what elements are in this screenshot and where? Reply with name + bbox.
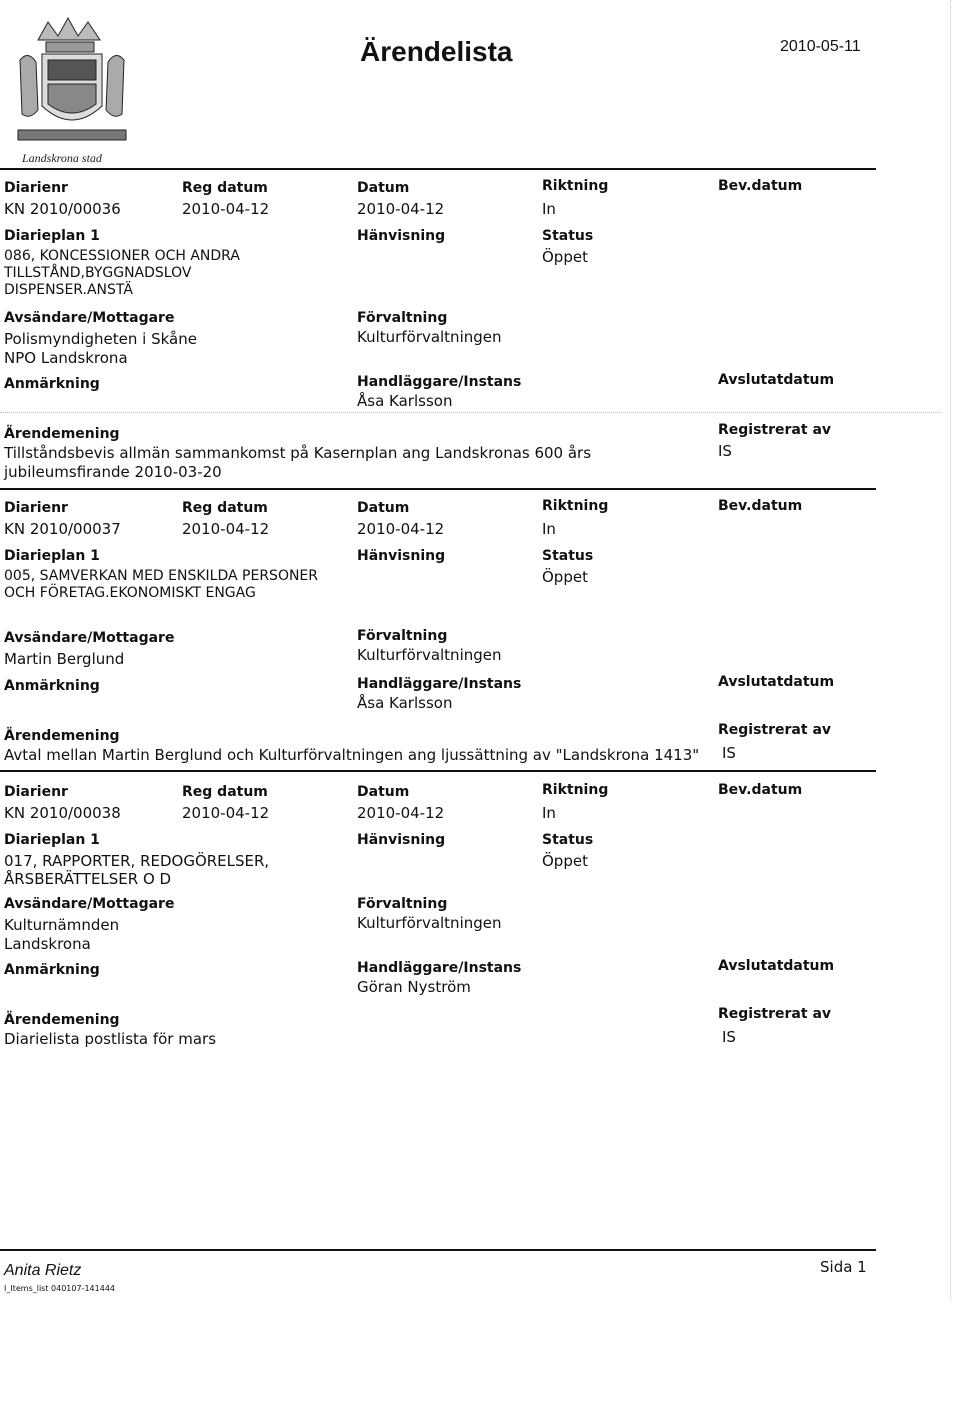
reg-datum-label: Reg datum [182, 500, 268, 516]
hanvisning-label: Hänvisning [357, 548, 446, 564]
anmarkning-label: Anmärkning [4, 678, 100, 694]
reg-datum-value: 2010-04-12 [182, 520, 270, 538]
handlaggare-label: Handläggare/Instans [357, 676, 522, 692]
record-2 [0, 498, 960, 788]
riktning-label: Riktning [542, 178, 609, 194]
registrerat-av-label: Registrerat av [718, 722, 832, 738]
avsandare-label: Avsändare/Mottagare [4, 896, 175, 912]
diarienr-value: KN 2010/00037 [4, 520, 121, 538]
reg-datum-label: Reg datum [182, 784, 268, 800]
diarieplan-value: 086, KONCESSIONER OCH ANDRA TILLSTÅND,BYGGNADSLOV DISPENSER.ANSTÄ [4, 248, 240, 298]
avsandare-value: Kulturnämnden Landskrona [4, 916, 120, 953]
forvaltning-value: Kulturförvaltningen [357, 646, 502, 664]
registrerat-av-value: IS [722, 744, 736, 762]
forvaltning-label: Förvaltning [357, 310, 448, 326]
riktning-label: Riktning [542, 782, 609, 798]
handlaggare-value: Åsa Karlsson [357, 694, 453, 712]
hanvisning-label: Hänvisning [357, 228, 446, 244]
registrerat-av-value: IS [718, 442, 732, 460]
datum-label: Datum [357, 500, 410, 516]
handlaggare-label: Handläggare/Instans [357, 960, 522, 976]
riktning-value: In [542, 200, 556, 218]
anmarkning-label: Anmärkning [4, 376, 100, 392]
footer-author: Anita Rietz [4, 1262, 82, 1279]
status-label: Status [542, 228, 594, 244]
footer-report-code: I_Items_list 040107-141444 [4, 1284, 115, 1293]
record-divider [0, 488, 876, 490]
reg-datum-value: 2010-04-12 [182, 200, 270, 218]
avslutatdatum-label: Avslutatdatum [718, 372, 835, 388]
page-title: Ärendelista [360, 36, 513, 67]
handlaggare-label: Handläggare/Instans [357, 374, 522, 390]
diarieplan-value: 017, RAPPORTER, REDOGÖRELSER, ÅRSBERÄTTELSER O D [4, 852, 270, 888]
arendemening-value: Tillståndsbevis allmän sammankomst på Kasernplan ang Landskronas 600 års jubileumsfirande 2010-03-20 [4, 444, 592, 481]
status-value: Öppet [542, 852, 588, 870]
datum-value: 2010-04-12 [357, 200, 445, 218]
reg-datum-label: Reg datum [182, 180, 268, 196]
bev-datum-label: Bev.datum [718, 178, 803, 194]
forvaltning-value: Kulturförvaltningen [357, 914, 502, 932]
dotted-divider [0, 412, 940, 413]
bev-datum-label: Bev.datum [718, 782, 803, 798]
datum-value: 2010-04-12 [357, 804, 445, 822]
landskrona-stad-logo [8, 10, 136, 168]
forvaltning-label: Förvaltning [357, 628, 448, 644]
avsandare-value: Martin Berglund [4, 650, 125, 668]
record-divider [0, 770, 876, 772]
handlaggare-value: Göran Nyström [357, 978, 471, 996]
page-number: Sida 1 [820, 1258, 867, 1276]
avslutatdatum-label: Avslutatdatum [718, 958, 835, 974]
arendemening-label: Ärendemening [4, 728, 120, 744]
avsandare-label: Avsändare/Mottagare [4, 630, 175, 646]
diarienr-value: KN 2010/00036 [4, 200, 121, 218]
hanvisning-label: Hänvisning [357, 832, 446, 848]
header-divider [0, 168, 876, 170]
riktning-label: Riktning [542, 498, 609, 514]
arendemening-label: Ärendemening [4, 1012, 120, 1028]
avsandare-label: Avsändare/Mottagare [4, 310, 175, 326]
riktning-value: In [542, 520, 556, 538]
riktning-value: In [542, 804, 556, 822]
diarieplan-label: Diarieplan 1 [4, 832, 100, 848]
record-3 [0, 780, 960, 1070]
arendemening-label: Ärendemening [4, 426, 120, 442]
status-label: Status [542, 832, 594, 848]
report-date: 2010-05-11 [780, 38, 861, 55]
diarienr-label: Diarienr [4, 180, 68, 196]
diarieplan-label: Diarieplan 1 [4, 548, 100, 564]
registrerat-av-label: Registrerat av [718, 422, 832, 438]
bev-datum-label: Bev.datum [718, 498, 803, 514]
status-value: Öppet [542, 568, 588, 586]
anmarkning-label: Anmärkning [4, 962, 100, 978]
status-label: Status [542, 548, 594, 564]
diarieplan-value: 005, SAMVERKAN MED ENSKILDA PERSONER OCH FÖRETAG.EKONOMISKT ENGAG [4, 568, 319, 601]
registrerat-av-label: Registrerat av [718, 1006, 832, 1022]
datum-value: 2010-04-12 [357, 520, 445, 538]
diarienr-value: KN 2010/00038 [4, 804, 121, 822]
logo-text: Landskrona stad [22, 151, 102, 165]
diarienr-label: Diarienr [4, 500, 68, 516]
arendemening-value: Avtal mellan Martin Berglund och Kulturförvaltningen ang ljussättning av "Landskrona 1413" [4, 746, 700, 764]
footer-divider [0, 1249, 876, 1251]
diarieplan-label: Diarieplan 1 [4, 228, 100, 244]
handlaggare-value: Åsa Karlsson [357, 392, 453, 410]
registrerat-av-value: IS [722, 1028, 736, 1046]
record-1 [0, 178, 960, 481]
scan-edge [950, 0, 952, 1300]
avslutatdatum-label: Avslutatdatum [718, 674, 835, 690]
datum-label: Datum [357, 784, 410, 800]
forvaltning-label: Förvaltning [357, 896, 448, 912]
status-value: Öppet [542, 248, 588, 266]
arendemening-value: Diarielista postlista för mars [4, 1030, 217, 1048]
avsandare-value: Polismyndigheten i Skåne NPO Landskrona [4, 330, 197, 367]
reg-datum-value: 2010-04-12 [182, 804, 270, 822]
datum-label: Datum [357, 180, 410, 196]
diarienr-label: Diarienr [4, 784, 68, 800]
forvaltning-value: Kulturförvaltningen [357, 328, 502, 346]
